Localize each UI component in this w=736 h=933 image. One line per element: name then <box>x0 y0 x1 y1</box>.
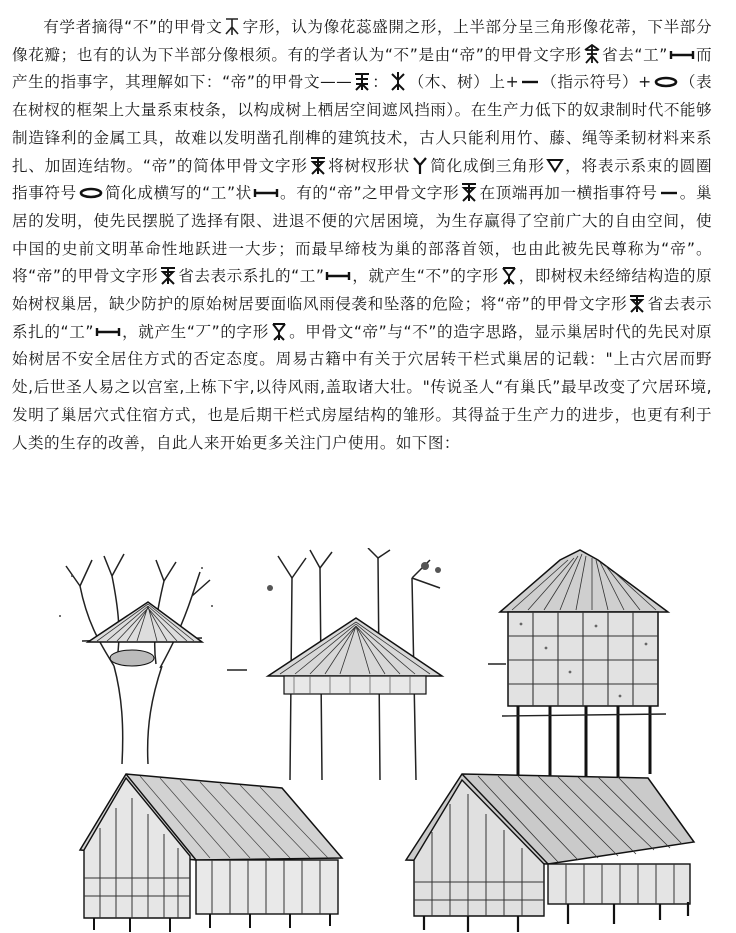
stilt-house-sketch <box>398 764 698 933</box>
gong-icon <box>253 186 279 200</box>
text-run: 省去表示系扎的“工” <box>12 295 712 341</box>
article-paragraph <box>12 14 712 457</box>
text-run: 简化成横写的“工”状 <box>104 184 252 203</box>
text-run: （表在树杈的框架上大量系束枝条，以构成树上栖居空间遮风挡雨）。在生产力低下的奴隶制时代不能够制造锋利的金属工具，故难以发明凿孔削榫的建筑技术，古人只能利用竹、藤、绳等柔韧材料来系扎、加固连结物。“帝”的简体甲骨文字形 <box>12 73 712 175</box>
text-run: （指示符号）+ <box>541 73 652 92</box>
oracle-di-icon <box>159 265 177 285</box>
oracle-di-icon <box>460 182 478 202</box>
text-run: ： <box>372 73 389 92</box>
text-run: 有学者摘得“不”的甲骨文 <box>43 18 223 36</box>
gong-icon <box>95 325 121 339</box>
bar-icon <box>520 77 540 87</box>
text-run: 省去表示系扎的“工” <box>178 267 325 286</box>
text-run: 。甲骨文“帝”与“不”的造字思路，显示巢居时代的先民对原始树居不安全居住方式的否定态度。周易古籍中有关于穴居转干栏式巢居的记载："上古穴居而野处,后世圣人易之以宫室,上栋下宇,以待风雨,盖取诸大壮。"传说圣人“有巢氏”最早改变了穴居环境,发明了巢居穴式住宿方式，也是后期干栏式房屋结构的雏形。其得益于生产力的进步，也更有利于人类的生存的改善，自此人来开始更多关注门户使用。如下图： <box>12 322 712 452</box>
text-run: ，就产生“ <box>121 322 196 341</box>
stilted-nest-sketch <box>260 548 450 780</box>
di-glyph: 帝 <box>36 267 53 286</box>
text-run: 。巢居的发明，使先民摆脱了选择有限、进退不便的穴居困境，为生存赢得了空前广大的自由空间，使中国的史前文明革命性地跃进一大步；而最早缔枝为巢的部落首领，也由此被先民尊称为“帝”。将“ <box>12 184 712 286</box>
text-run: ”的甲骨文字形 <box>52 267 159 286</box>
text-run: 。有的“帝”之甲骨文字形 <box>279 184 460 203</box>
text-run: 字形，认为像花蕊盛開之形，上半部分呈三角形像花蒂，下半部分像花瓣；也有的认为下半部分像根须。有的学者认为“不”是由“帝”的甲骨文字形 <box>12 18 712 64</box>
text-run: 简化成倒三角形 <box>429 156 545 175</box>
text-run: （木、树）上+ <box>408 73 520 92</box>
oracle-di-icon <box>309 155 327 175</box>
text-run: 省去“工” <box>601 45 668 64</box>
triangle-icon <box>546 155 564 175</box>
ellipse-icon <box>78 186 104 200</box>
text-run: 而产生的指事字，其理解如下：“帝”的甲骨文—— <box>12 45 712 92</box>
text-run: ，即树杈未经缔结构造的原始树杈巢居，缺少防护的原始树居要面临风雨侵袭和坠落的危险；将“帝”的甲骨文字形 <box>12 267 712 314</box>
text-run: 在顶端再加一横指事符号 <box>479 184 658 203</box>
oracle-di-icon <box>353 71 371 91</box>
gong-icon <box>669 48 695 62</box>
oracle-bu-icon <box>223 16 241 36</box>
gong-icon <box>325 269 351 283</box>
oracle-di-icon <box>583 44 601 64</box>
text-run: ，就产生“不”的字形 <box>352 267 499 286</box>
bu-variant-glyph: 丆 <box>195 322 212 341</box>
raised-hut-sketch <box>488 546 678 786</box>
oracle-bu-icon <box>270 321 288 341</box>
ellipse-icon <box>653 75 679 89</box>
separator-dash <box>226 668 248 672</box>
bar-icon <box>659 188 679 198</box>
tree-icon <box>389 71 407 91</box>
figure-panel <box>0 540 736 933</box>
long-house-sketch <box>70 768 352 933</box>
oracle-di-icon <box>628 293 646 313</box>
text-run: ，将表示系束的圆圈指事符号 <box>12 156 712 203</box>
text-run: ”的字形 <box>211 322 269 341</box>
fork-icon <box>411 155 429 175</box>
oracle-bu-icon <box>500 265 518 285</box>
text-run: 将树杈形状 <box>327 156 410 175</box>
article-body <box>12 14 712 457</box>
tree-nest-sketch <box>52 546 222 764</box>
